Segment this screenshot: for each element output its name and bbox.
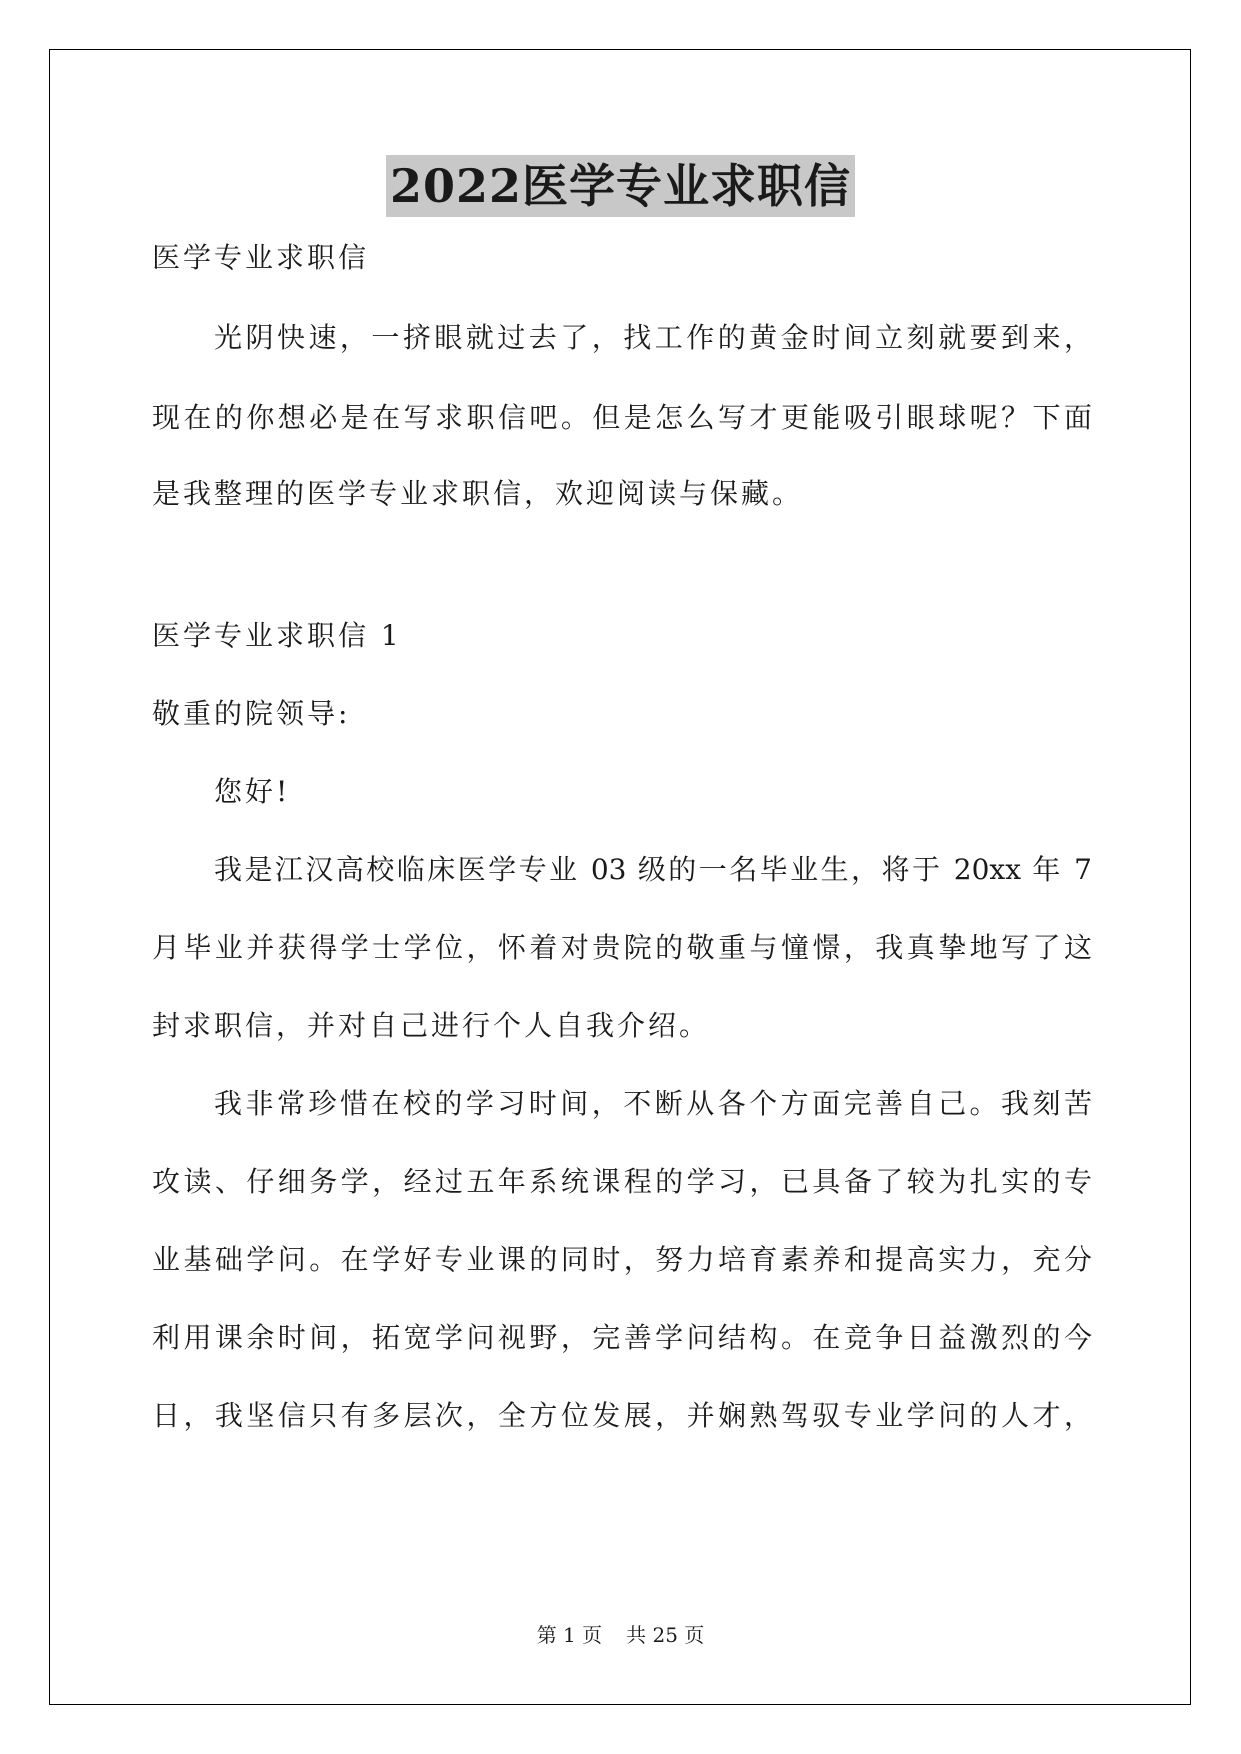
para1-line-1: 我是江汉高校临床医学专业 03 级的一名毕业生，将于 20xx 年 7 bbox=[214, 853, 1092, 886]
title-container bbox=[0, 155, 1241, 217]
para1-line-2: 月毕业并获得学士学位，怀着对贵院的敬重与憧憬，我真挚地写了这 bbox=[152, 931, 1092, 964]
document-title: 2022医学专业求职信 bbox=[386, 155, 855, 217]
intro-line-1: 光阴快速，一挤眼就过去了，找工作的黄金时间立刻就要到来， bbox=[214, 321, 1092, 354]
letter-heading: 医学专业求职信 1 bbox=[152, 619, 402, 652]
total-pages-label: 共 25 页 bbox=[626, 1623, 705, 1647]
salutation: 敬重的院领导: bbox=[152, 697, 351, 730]
para1-line-3: 封求职信，并对自己进行个人自我介绍。 bbox=[152, 1009, 711, 1042]
intro-line-2: 现在的你想必是在写求职信吧。但是怎么写才更能吸引眼球呢？下面 bbox=[152, 401, 1092, 434]
subtitle: 医学专业求职信 bbox=[152, 241, 370, 274]
current-page-label: 第 1 页 bbox=[536, 1623, 603, 1647]
para2-line-3: 业基础学问。在学好专业课的同时，努力培育素养和提高实力，充分 bbox=[152, 1243, 1092, 1276]
para2-line-2: 攻读、仔细务学，经过五年系统课程的学习，已具备了较为扎实的专 bbox=[152, 1165, 1092, 1198]
page-footer bbox=[0, 1621, 1241, 1649]
greeting: 您好! bbox=[214, 775, 291, 808]
para2-line-5: 日，我坚信只有多层次，全方位发展，并娴熟驾驭专业学问的人才， bbox=[152, 1399, 1092, 1432]
para2-line-4: 利用课余时间，拓宽学问视野，完善学问结构。在竞争日益激烈的今 bbox=[152, 1321, 1092, 1354]
intro-line-3: 是我整理的医学专业求职信，欢迎阅读与保藏。 bbox=[152, 477, 804, 510]
para2-line-1: 我非常珍惜在校的学习时间，不断从各个方面完善自己。我刻苦 bbox=[214, 1087, 1092, 1120]
